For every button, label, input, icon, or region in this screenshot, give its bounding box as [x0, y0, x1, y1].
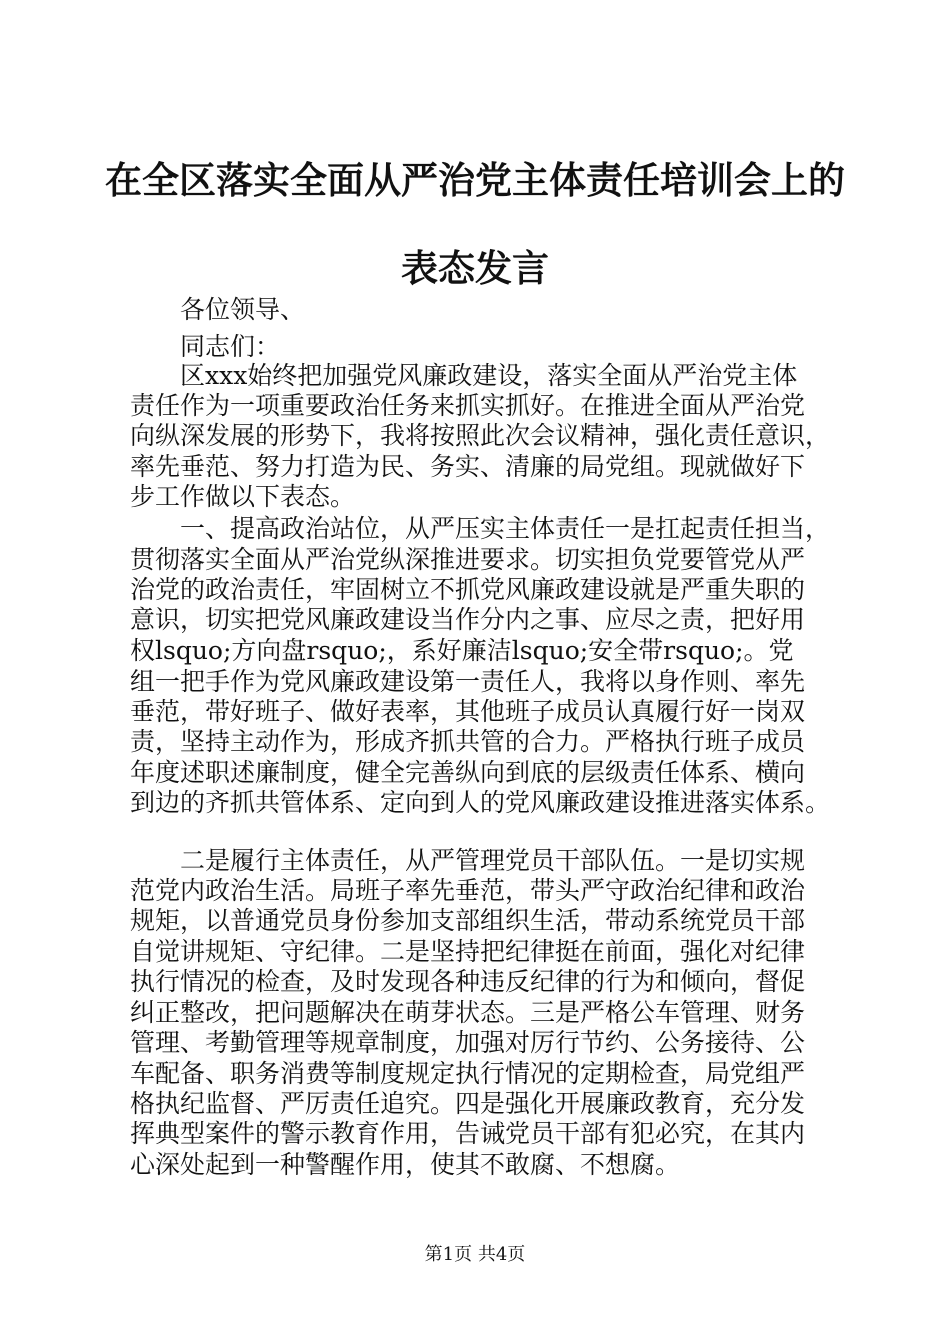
body-line: 步工作做以下表态。	[130, 482, 356, 511]
document-title-line-1: 在全区落实全面从严治党主体责任培训会上的	[105, 159, 845, 202]
body-line: 率先垂范、努力打造为民、务实、清廉的局党组。现就做好下	[130, 452, 806, 481]
body-line: 一、提高政治站位，从严压实主体责任一是扛起责任担当，	[180, 514, 831, 543]
body-line: 自觉讲规矩、守纪律。二是坚持把纪律挺在前面，强化对纪律	[130, 937, 806, 966]
body-line: 车配备、职务消费等制度规定执行情况的定期检查，局党组严	[130, 1059, 806, 1088]
body-line: 范党内政治生活。局班子率先垂范，带头严守政治纪律和政治	[130, 876, 806, 905]
body-line: 同志们：	[180, 332, 281, 361]
body-line: 组一把手作为党风廉政建设第一责任人，我将以身作则、率先	[130, 667, 806, 696]
body-line: 各位领导、	[180, 295, 306, 324]
body-line: 心深处起到一种警醒作用，使其不敢腐、不想腐。	[130, 1150, 681, 1179]
body-line: 垂范，带好班子、做好表率，其他班子成员认真履行好一岗双	[130, 697, 806, 726]
body-line: 区xxx始终把加强党风廉政建设，落实全面从严治党主体	[180, 361, 798, 390]
body-line: 到边的齐抓共管体系、定向到人的党风廉政建设推进落实体系。	[130, 788, 831, 817]
body-line: 二是履行主体责任，从严管理党员干部队伍。一是切实规	[180, 846, 806, 875]
document-title-line-2: 表态发言	[401, 247, 549, 290]
body-line: 挥典型案件的警示教育作用，告诫党员干部有犯必究，在其内	[130, 1119, 806, 1148]
body-line: 纠正整改，把问题解决在萌芽状态。三是严格公车管理、财务	[130, 998, 806, 1027]
body-line: 格执纪监督、严厉责任追究。四是强化开展廉政教育，充分发	[130, 1089, 806, 1118]
body-line: 向纵深发展的形势下，我将按照此次会议精神，强化责任意识，	[130, 421, 831, 450]
body-line: 责任作为一项重要政治任务来抓实抓好。在推进全面从严治党	[130, 391, 806, 420]
body-line: 规矩，以普通党员身份参加支部组织生活，带动系统党员干部	[130, 906, 806, 935]
body-line: 贯彻落实全面从严治党纵深推进要求。切实担负党要管党从严	[130, 545, 806, 574]
body-line: 治党的政治责任，牢固树立不抓党风廉政建设就是严重失职的	[130, 575, 806, 604]
body-line: 权lsquo;方向盘rsquo;，系好廉洁lsquo;安全带rsquo;。党	[130, 636, 794, 665]
body-line: 执行情况的检查，及时发现各种违反纪律的行为和倾向，督促	[130, 967, 806, 996]
body-line: 责，坚持主动作为，形成齐抓共管的合力。严格执行班子成员	[130, 727, 806, 756]
body-line: 意识，切实把党风廉政建设当作分内之事、应尽之责，把好用	[130, 605, 806, 634]
page-footer: 第1页 共4页	[424, 1244, 526, 1265]
body-line: 年度述职述廉制度，健全完善纵向到底的层级责任体系、横向	[130, 758, 806, 787]
body-line: 管理、考勤管理等规章制度，加强对厉行节约、公务接待、公	[130, 1028, 806, 1057]
